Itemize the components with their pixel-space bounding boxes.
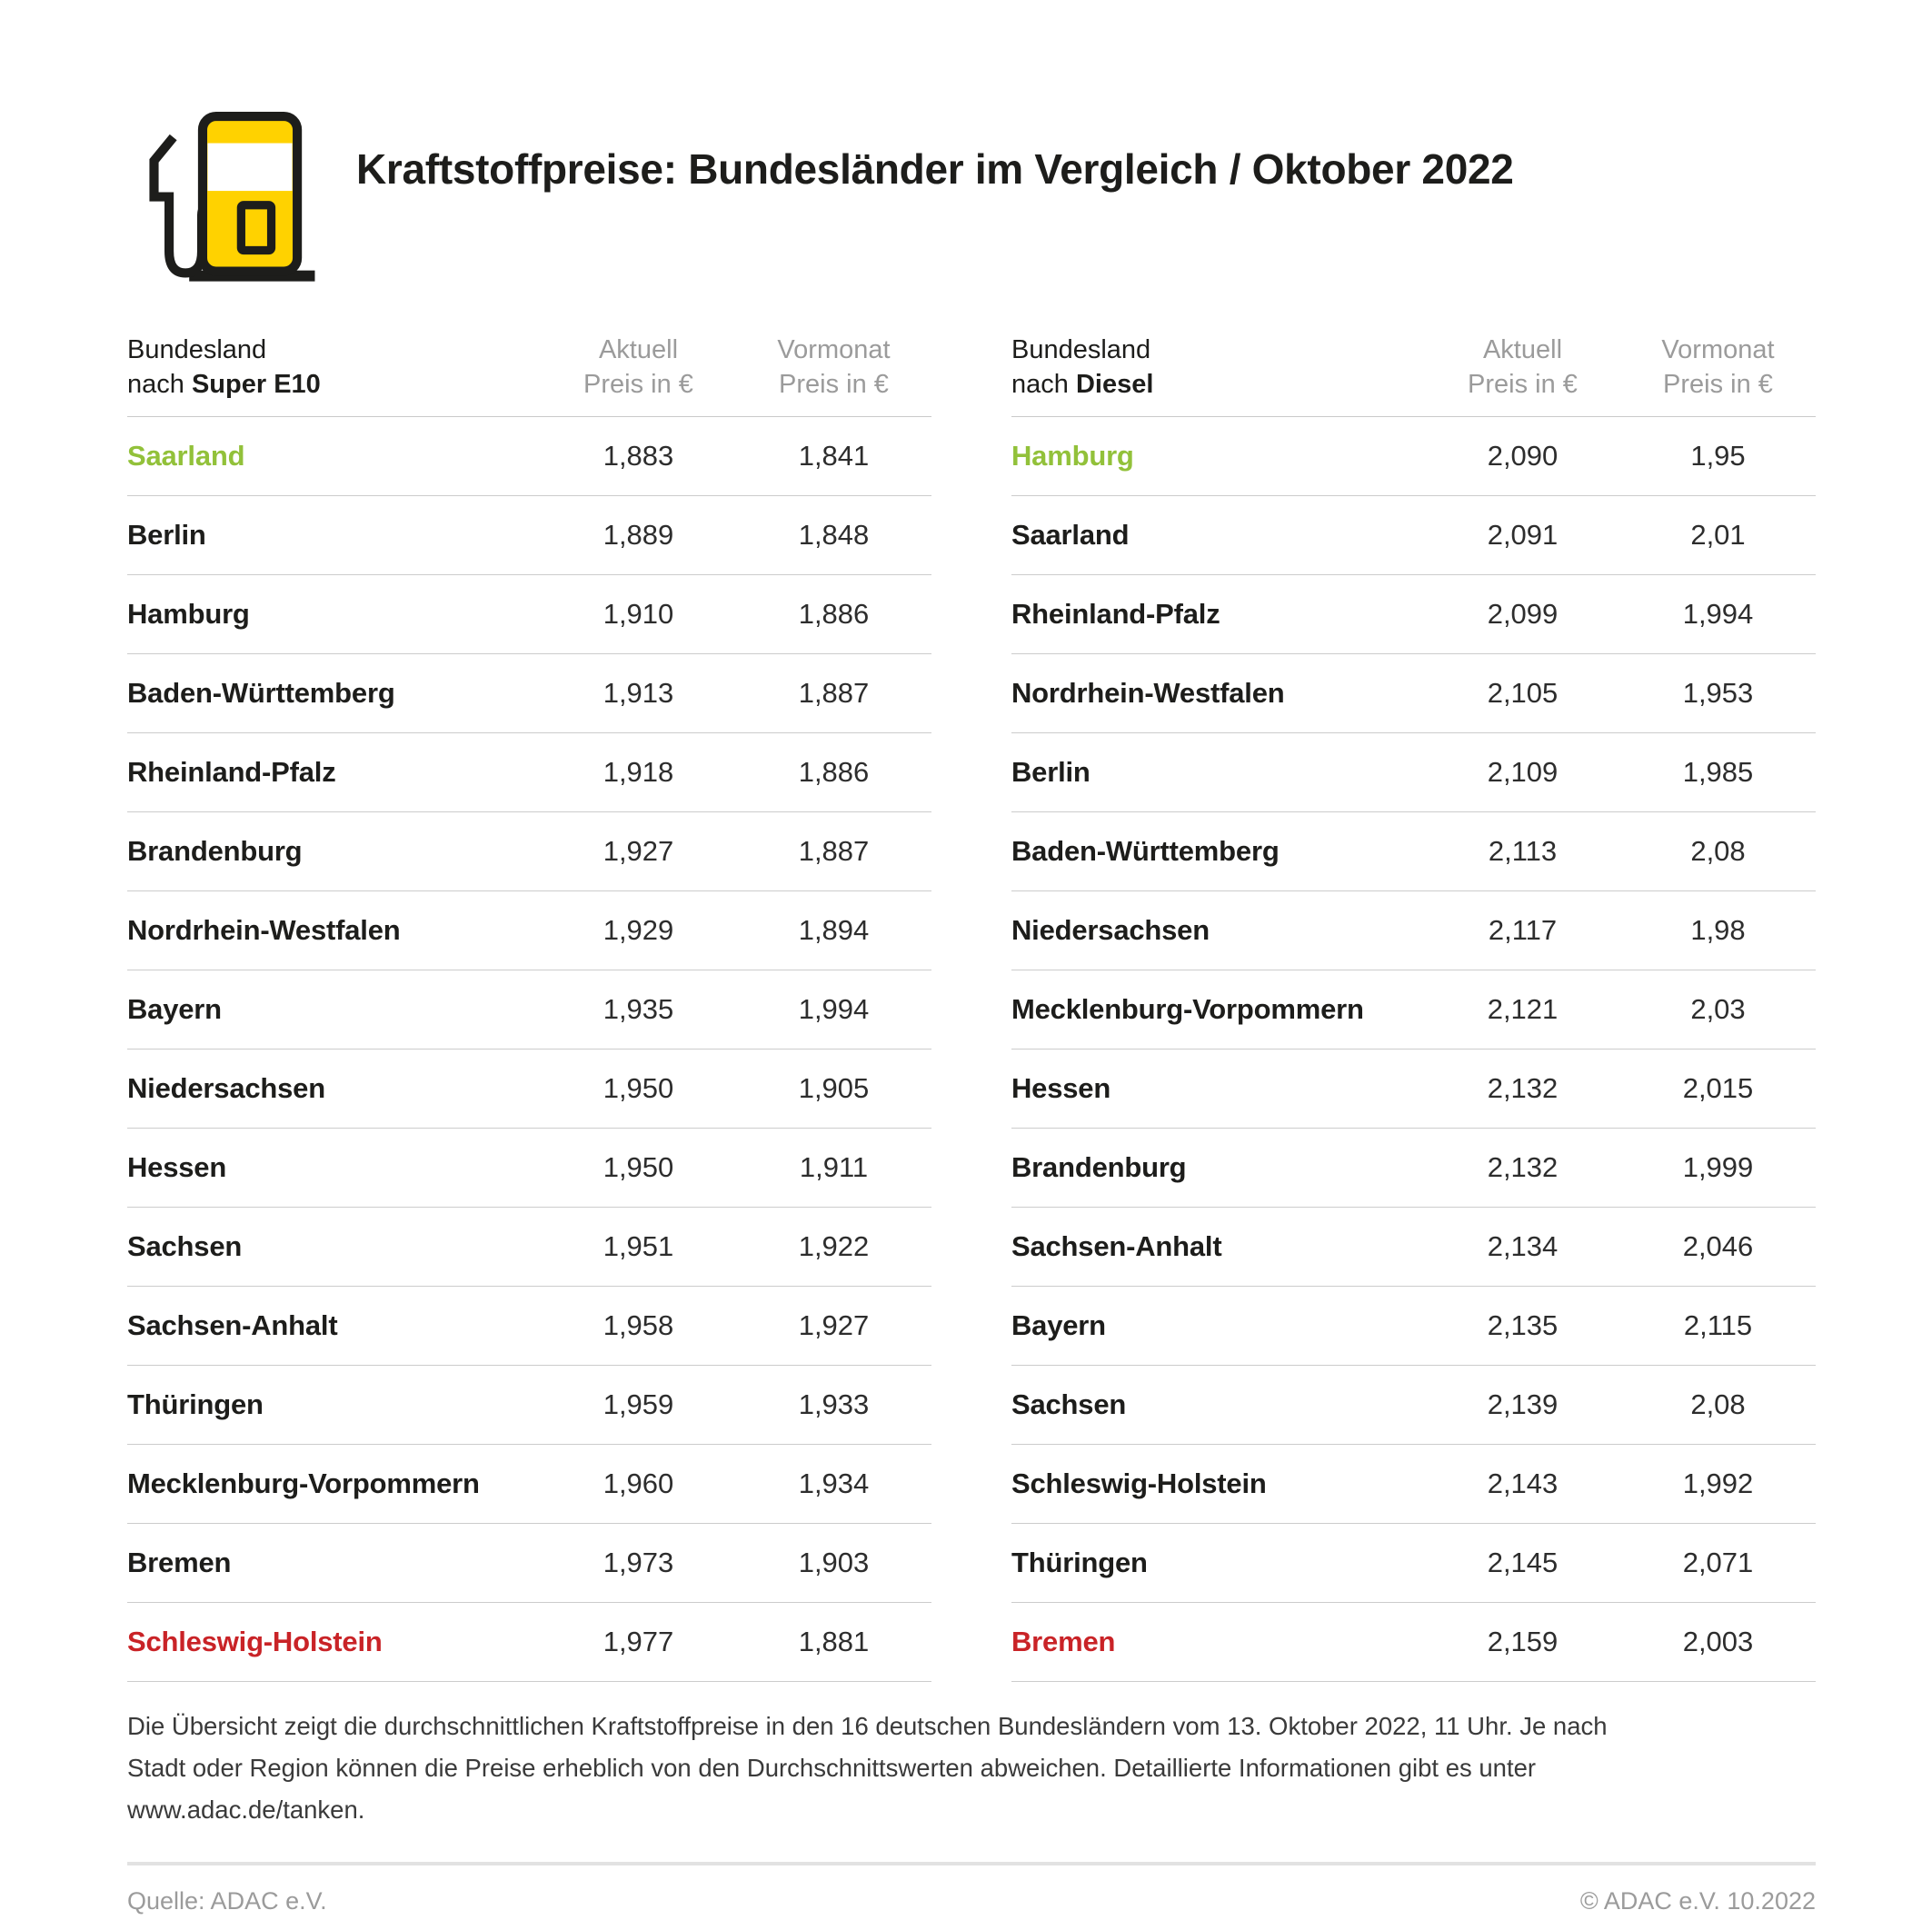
table-row [127,575,931,654]
vormonat-price: 1,905 [798,1072,870,1104]
table-row [1011,575,1816,654]
table-row [1011,1603,1816,1682]
state-name: Nordrhein-Westfalen [127,914,401,946]
state-name: Schleswig-Holstein [127,1626,383,1657]
table-row [1011,496,1816,575]
table-row [1011,1287,1816,1366]
vormonat-price: 1,934 [798,1467,870,1499]
table-super-e10 [127,333,931,1682]
table-body-diesel [1011,417,1816,1682]
column-header-bundesland: Bundesland nach Diesel [1011,335,1154,399]
fuel-type-label: Super E10 [191,370,321,399]
state-name: Hessen [1011,1072,1111,1104]
vormonat-price: 2,01 [1690,519,1746,551]
aktuell-price: 1,959 [603,1388,674,1420]
aktuell-price: 2,117 [1488,914,1558,946]
table-row [1011,1366,1816,1445]
state-name: Sachsen [1011,1388,1127,1420]
aktuell-price: 2,132 [1487,1072,1559,1104]
table-row [127,1287,931,1366]
aktuell-price: 1,973 [603,1547,674,1578]
vormonat-price: 2,046 [1682,1230,1754,1262]
vormonat-price: 1,98 [1690,914,1746,946]
vormonat-price: 1,887 [798,677,870,709]
vormonat-price: 1,95 [1690,440,1746,472]
footer [127,1887,1816,1915]
aktuell-price: 1,927 [603,835,674,867]
aktuell-price: 2,143 [1487,1467,1559,1499]
aktuell-price: 1,950 [603,1072,674,1104]
vormonat-price: 1,903 [798,1547,870,1578]
table-diesel [1011,333,1816,1682]
state-name: Hamburg [127,598,250,630]
aktuell-price: 1,883 [603,440,674,472]
table-row [127,1366,931,1445]
state-name: Baden-Württemberg [1011,835,1280,867]
vormonat-price: 2,08 [1690,835,1746,867]
state-name: Mecklenburg-Vorpommern [127,1467,480,1499]
fuel-type-label: Diesel [1075,370,1154,399]
state-name: Brandenburg [127,835,303,867]
table-row [127,417,931,496]
aktuell-price: 1,935 [603,993,674,1025]
state-name: Bremen [127,1547,232,1578]
state-name: Sachsen-Anhalt [127,1309,338,1341]
vormonat-price: 1,953 [1682,677,1754,709]
vormonat-price: 1,994 [1682,598,1754,630]
vormonat-price: 1,887 [798,835,870,867]
state-name: Thüringen [127,1388,264,1420]
table-row [1011,417,1816,496]
vormonat-price: 1,841 [798,440,870,472]
state-name: Hamburg [1011,440,1134,472]
aktuell-price: 2,105 [1487,677,1559,709]
vormonat-price: 1,886 [798,598,870,630]
aktuell-price: 2,090 [1487,440,1559,472]
aktuell-price: 2,113 [1488,835,1558,867]
vormonat-price: 1,911 [799,1151,869,1183]
vormonat-price: 1,985 [1682,756,1754,788]
state-name: Bayern [127,993,222,1025]
price-tables [127,333,1816,1682]
bottom-divider [127,1862,1816,1865]
table-row [127,654,931,733]
vormonat-price: 1,999 [1682,1151,1754,1183]
state-name: Bayern [1011,1309,1106,1341]
aktuell-price: 2,145 [1487,1547,1559,1578]
state-name: Berlin [127,519,206,551]
state-name: Baden-Württemberg [127,677,395,709]
vormonat-price: 1,994 [798,993,870,1025]
table-row [127,1129,931,1208]
table-row [127,1208,931,1287]
vormonat-price: 2,003 [1682,1626,1754,1657]
aktuell-price: 1,913 [603,677,674,709]
table-body-super-e10 [127,417,931,1682]
table-row [1011,1524,1816,1603]
aktuell-price: 2,159 [1487,1626,1559,1657]
aktuell-price: 2,139 [1487,1388,1559,1420]
column-header-vormonat: Vormonat Preis in € [777,335,891,399]
vormonat-price: 1,992 [1682,1467,1754,1499]
aktuell-price: 2,091 [1487,519,1559,551]
aktuell-price: 2,135 [1487,1309,1559,1341]
vormonat-price: 2,071 [1682,1547,1754,1578]
table-row [1011,891,1816,970]
table-header-diesel [1011,333,1816,417]
vormonat-price: 1,894 [798,914,870,946]
state-name: Rheinland-Pfalz [127,756,336,788]
aktuell-price: 2,109 [1487,756,1559,788]
column-header-aktuell: Aktuell Preis in € [583,335,693,399]
table-row [127,1050,931,1129]
aktuell-price: 1,950 [603,1151,674,1183]
state-name: Rheinland-Pfalz [1011,598,1220,630]
table-row [127,1603,931,1682]
table-row [127,1445,931,1524]
table-row [127,891,931,970]
column-header-bundesland: Bundesland nach Super E10 [127,335,321,399]
state-name: Niedersachsen [127,1072,325,1104]
table-row [1011,733,1816,812]
aktuell-price: 1,960 [603,1467,674,1499]
vormonat-price: 1,922 [798,1230,870,1262]
state-name: Hessen [127,1151,227,1183]
table-row [127,970,931,1050]
aktuell-price: 1,977 [603,1626,674,1657]
state-name: Berlin [1011,756,1090,788]
state-name: Bremen [1011,1626,1116,1657]
column-header-aktuell: Aktuell Preis in € [1468,335,1578,399]
table-row [1011,970,1816,1050]
state-name: Nordrhein-Westfalen [1011,677,1285,709]
copyright-label: © ADAC e.V. 10.2022 [1579,1887,1816,1915]
aktuell-price: 2,132 [1487,1151,1559,1183]
state-name: Thüringen [1011,1547,1148,1578]
fuel-pump-icon [127,87,320,296]
page-title: Kraftstoffpreise: Bundesländer im Vergleich / Oktober 2022 [356,145,1514,193]
state-name: Sachsen [127,1230,243,1262]
table-row [127,496,931,575]
vormonat-price: 1,848 [798,519,870,551]
aktuell-price: 1,951 [603,1230,674,1262]
vormonat-price: 2,015 [1682,1072,1754,1104]
aktuell-price: 2,134 [1487,1230,1559,1262]
vormonat-price: 1,927 [798,1309,870,1341]
table-row [1011,812,1816,891]
state-name: Saarland [127,440,245,472]
aktuell-price: 1,910 [603,598,674,630]
aktuell-price: 1,929 [603,914,674,946]
table-row [127,733,931,812]
source-label: Quelle: ADAC e.V. [127,1887,327,1915]
aktuell-price: 1,889 [603,519,674,551]
vormonat-price: 2,03 [1690,993,1746,1025]
state-name: Schleswig-Holstein [1011,1467,1267,1499]
table-header-super-e10 [127,333,931,417]
vormonat-price: 1,881 [798,1626,870,1657]
vormonat-price: 2,115 [1683,1309,1753,1341]
table-row [1011,1129,1816,1208]
vormonat-price: 1,886 [798,756,870,788]
table-row [127,1524,931,1603]
aktuell-price: 1,958 [603,1309,674,1341]
state-name: Brandenburg [1011,1151,1187,1183]
state-name: Mecklenburg-Vorpommern [1011,993,1364,1025]
masthead [127,87,1816,296]
vormonat-price: 1,933 [798,1388,870,1420]
table-row [1011,654,1816,733]
state-name: Saarland [1011,519,1130,551]
column-header-vormonat: Vormonat Preis in € [1661,335,1775,399]
state-name: Niedersachsen [1011,914,1210,946]
table-row [1011,1208,1816,1287]
aktuell-price: 1,918 [603,756,674,788]
vormonat-price: 2,08 [1690,1388,1746,1420]
table-row [1011,1445,1816,1524]
footnote-text: Die Übersicht zeigt die durchschnittlichen Kraftstoffpreise in den 16 deutschen Bundesländern vom 13. Oktober 2022, 11 Uhr. Je nach Stadt oder Region können die Preise erheblich von den Durchschnittswerten abweichen. Detaillierte Informationen gibt es unter www.adac.de/tanken. [127,1712,1608,1824]
table-row [1011,1050,1816,1129]
table-row [127,812,931,891]
aktuell-price: 2,099 [1487,598,1559,630]
aktuell-price: 2,121 [1487,993,1559,1025]
state-name: Sachsen-Anhalt [1011,1230,1222,1262]
